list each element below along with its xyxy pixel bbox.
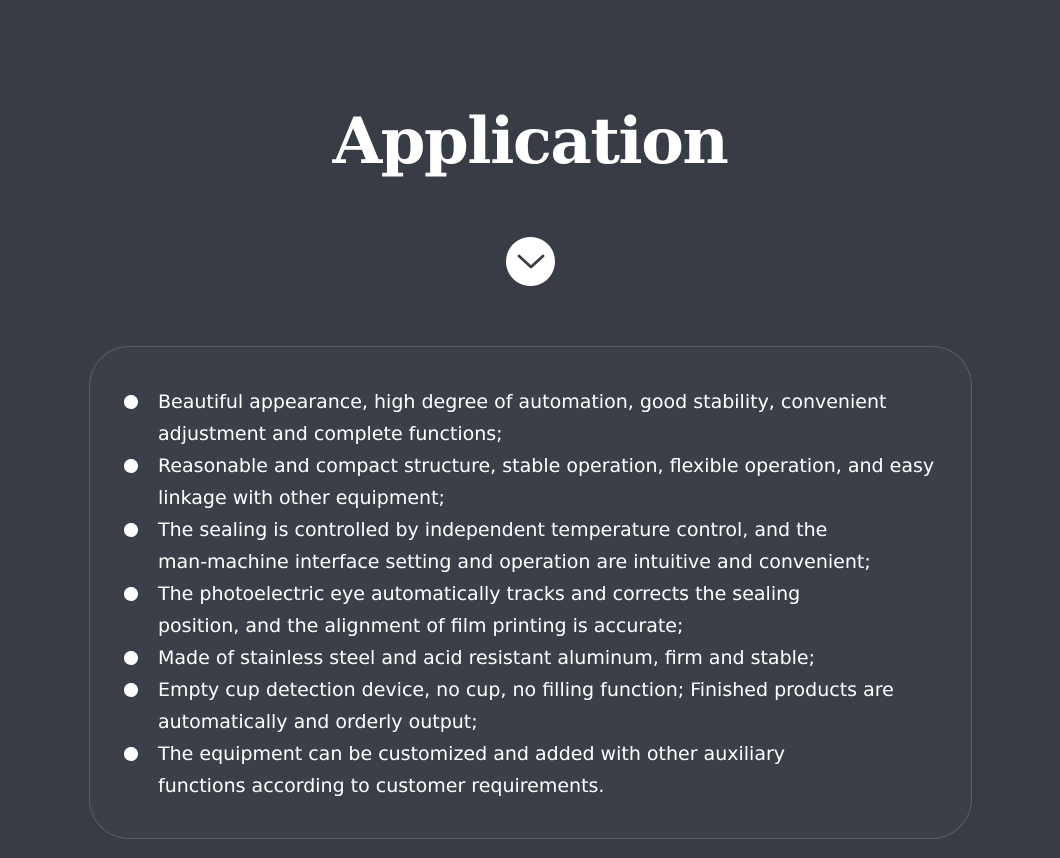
feature-text: linkage with other equipment; xyxy=(158,487,445,509)
list-item xyxy=(120,674,950,738)
list-item xyxy=(120,514,950,578)
feature-list xyxy=(120,386,950,802)
list-item xyxy=(120,450,950,514)
bullet-icon xyxy=(124,459,138,473)
feature-text: The sealing is controlled by independent temperature control, and the xyxy=(158,519,828,541)
list-item xyxy=(120,386,950,450)
bullet-icon xyxy=(124,587,138,601)
feature-text: automatically and orderly output; xyxy=(158,711,478,733)
feature-text: functions according to customer requirements. xyxy=(158,775,605,797)
feature-text: adjustment and complete functions; xyxy=(158,423,503,445)
scroll-down-button[interactable] xyxy=(506,237,555,286)
feature-text: Empty cup detection device, no cup, no filling function; Finished products are xyxy=(158,679,894,701)
bullet-icon xyxy=(124,651,138,665)
list-item xyxy=(120,738,950,802)
list-item xyxy=(120,578,950,642)
chevron-down-icon xyxy=(516,253,546,271)
feature-text: man-machine interface setting and operation are intuitive and convenient; xyxy=(158,551,871,573)
bullet-icon xyxy=(124,523,138,537)
feature-text: The equipment can be customized and added with other auxiliary xyxy=(158,743,786,765)
bullet-icon xyxy=(124,683,138,697)
feature-text: Made of stainless steel and acid resistant aluminum, firm and stable; xyxy=(158,647,816,669)
bullet-icon xyxy=(124,395,138,409)
page-title: Application xyxy=(332,104,728,179)
list-item xyxy=(120,642,950,674)
feature-text: position, and the alignment of film printing is accurate; xyxy=(158,615,684,637)
feature-text: Reasonable and compact structure, stable operation, flexible operation, and easy xyxy=(158,455,935,477)
feature-text: Beautiful appearance, high degree of automation, good stability, convenient xyxy=(158,391,887,413)
bullet-icon xyxy=(124,747,138,761)
feature-text: The photoelectric eye automatically tracks and corrects the sealing xyxy=(158,583,801,605)
